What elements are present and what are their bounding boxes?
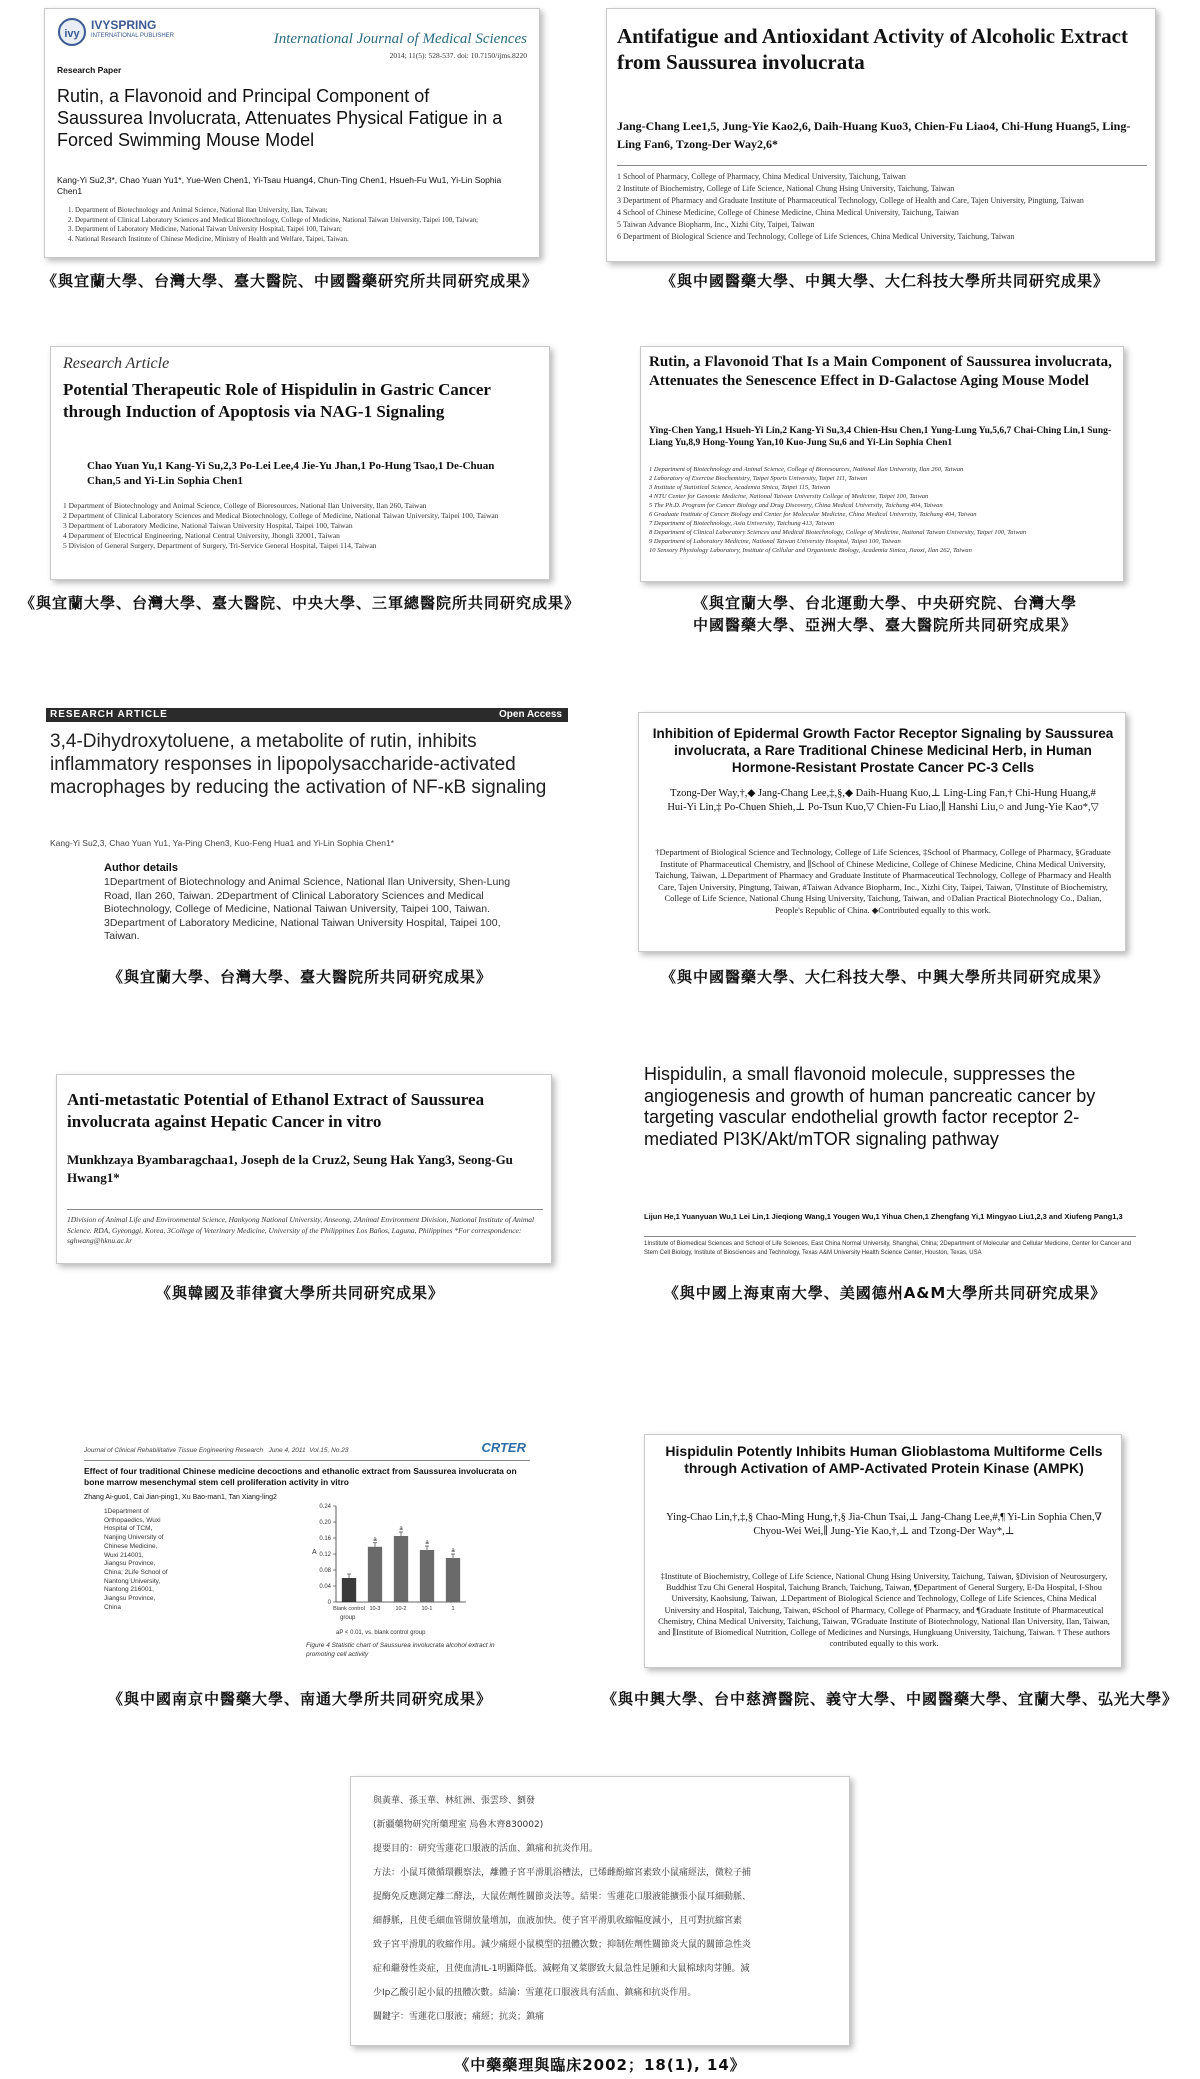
divider: [617, 165, 1147, 166]
chart-note: aP < 0.01, vs. blank control group: [336, 1630, 426, 1636]
bar: [394, 1536, 408, 1602]
banner-label: RESEARCH ARTICLE: [50, 709, 168, 720]
x-tick-label: 10-3: [369, 1606, 381, 1612]
affiliation: 2 Laboratory of Exercise Biochemistry, Taipei Sports University, Taipei 111, Taiwan: [649, 475, 868, 482]
paper-caption: 《與中國醫藥大學、大仁科技大學、中興大學所共同研究成果》: [660, 968, 1109, 986]
affiliation-line: China: [104, 1603, 121, 1611]
paper-caption: 《中藥藥理與臨床2002；18(1), 14》: [454, 2056, 746, 2074]
affiliation: 5 The Ph.D. Program for Cancer Biology and Drug Discovery, China Medical University, Taichung 404, Taiwan: [649, 502, 943, 509]
affiliation: 7 Department of Biotechnology, Asia University, Taichung 413, Taiwan: [649, 520, 835, 527]
affiliation: 2 Department of Clinical Laboratory Sciences and Medical Biotechnology, College of Medicine, National Taiwan University, Taipei 100, Taiwan: [63, 511, 499, 520]
paper-title: Rutin, a Flavonoid and Principal Component of Saussurea Involucrata, Attenuates Physical Fatigue in a Forced Swimming Mouse Model: [57, 86, 503, 150]
abstract-line: 方法：小鼠耳微循環觀察法，離體子宮平滑肌浴槽法，已烯雌酚縮宮素致小鼠痛經法，微粒子捕: [373, 1868, 752, 1878]
ivyspring-icon: [57, 17, 87, 47]
paper-caption: 《與中興大學、台中慈濟醫院、義守大學、中國醫藥大學、宜蘭大學、弘光大學》: [601, 1690, 1178, 1708]
publisher-subtitle: INTERNATIONAL PUBLISHER: [91, 33, 175, 39]
affiliation-line: Chinese Medicine,: [104, 1542, 158, 1550]
paper-caption: 《與宜蘭大學、台北運動大學、中央研究院、台灣大學 中國醫藥大學、亞洲大學、臺大醫院所共同研究成果》: [692, 594, 1077, 634]
paper-authors: Kang-Yi Su2,3, Chao Yuan Yu1, Ya-Ping Chen3, Kuo-Feng Hua1 and Yi-Lin Sophia Chen1*: [50, 838, 395, 848]
affiliation: 2 Institute of Biochemistry, College of Life Science, National Chung Hsing University, Taichung, Taiwan: [617, 184, 955, 193]
affiliation: 3 Institute of Statistical Science, Academia Sinica, Taipei 115, Taiwan: [649, 484, 831, 491]
y-tick-label: 0.12: [319, 1552, 331, 1558]
figure-caption: Figure 4 Statistic chart of Saussurea involucrata alcohol extract in promoting cell activity: [306, 1642, 495, 1658]
divider: [644, 1236, 1136, 1237]
affiliation-line: Hospital of TCM,: [104, 1525, 153, 1533]
paper-authors: Tzong-Der Way,†,◆ Jang-Chang Lee,‡,§,◆ Daih-Huang Kuo,⊥ Ling-Ling Fan,† Chi-Hung Huang,# Hui-Yi Lin,‡ Po-Chuen Shieh,⊥ Po-Tsun Kuo,▽ Chien-Fu Liao,∥ Hanshi Liu,○ and Jung-Yie Kao*,▽: [667, 788, 1099, 813]
paper-caption: 《與中國上海東南大學、美國德州A&M大學所共同研究成果》: [663, 1284, 1107, 1302]
affiliations: 1Division of Animal Life and Environmental Science, Hankyong National University, Anseong, 2Animal Environment Division, National Institute of Animal Science. RDA, Gyeonggi, Korea, 3College of Veterinary Medicine, University of the Philippines Los Baños, Laguna, Philippines *For correspondence: sghwang@hknu.ac.kr: [67, 1215, 535, 1245]
y-tick-label: 0: [327, 1600, 331, 1606]
affiliation: 2. Department of Clinical Laboratory Sciences and Medical Biotechnology, College of Medicine, National Taiwan University, Taipei 100, Taiwan;: [75, 216, 535, 226]
open-access-label: Open Access: [499, 709, 562, 720]
paper-caption: 《與中國南京中醫藥大學、南通大學所共同研究成果》: [107, 1690, 492, 1708]
affiliation-line: China; 2Life School of: [104, 1568, 168, 1576]
affiliation: 4 NTU Center for Genomic Medicine, National Taiwan University College of Medicine, Taipei 100, Taiwan: [649, 493, 929, 500]
paper-title: Anti-metastatic Potential of Ethanol Extract of Saussurea involucrata against Hepatic Cancer in vitro: [67, 1090, 485, 1131]
affiliations: ‡Institute of Biochemistry, College of Life Science, National Chung Hsing University, Taichung, Taiwan, §Division of Neurosurgery, Buddhist Tzu Chi General Hospital, Taichung Branch, Taichung, Taiwan, ¶Department of General Surgery, E-Da Hospital, I-Shou University, Kaohsiung, Taiwan, ⊥Department of Biological Science and Technology, College of Life Sciences, China Medical University and Hospital, Taichung, Taiwan, #School of Pharmacy, College of Pharmacy, and ¶Graduate Institute of Pharmaceutical Chemistry, China Medical University, Taichung, Taiwan, ∇Graduate Institute of Biotechnology, National Ilan University, Ilan, Taiwan, and ∥Institute of Biomedical Nutrition, College of Medicines and Nursings, Hungkuang University, Taichung, Taiwan. † These authors contributed equally to this work.: [658, 1572, 1110, 1649]
author-details: 1Department of Biotechnology and Animal Science, National Ilan University, Shen-Lung Road, Ilan 260, Taiwan. 2Department of Clinical Laboratory Sciences and Medical Biotechnology, College of Medicine, National Taiwan University, Taipei 100, Taiwan. 3Department of Laboratory Medicine, National Taiwan University Hospital, Taipei 100, Taiwan.: [104, 876, 511, 942]
affiliation: 4 School of Chinese Medicine, College of Chinese Medicine, China Medical University, Taichung, Taiwan: [617, 208, 959, 217]
affiliation-line: Nantong University,: [104, 1577, 161, 1585]
article-type: Research Article: [63, 355, 170, 372]
significance-marker: a: [399, 1526, 403, 1532]
paper-card-11: [350, 1776, 850, 2046]
paper-authors: Kang-Yi Su2,3*, Chao Yuan Yu1*, Yue-Wen Chen1, Yi-Tsau Huang4, Chun-Ting Chen1, Hsueh-Fu Wu1, Yi-Lin Sophia Chen1: [57, 175, 502, 196]
affiliation: 1 Department of Biotechnology and Animal Science, College of Bioresources, National Ilan University, Ilan 260, Taiwan: [649, 466, 964, 473]
crter-logo: CRTER: [481, 1440, 526, 1455]
affiliation: 3. Department of Laboratory Medicine, National Taiwan University Hospital, Taipei 100, Taiwan;: [75, 225, 535, 235]
paper-authors: Munkhzaya Byambaragchaa1, Joseph de la Cruz2, Seung Hak Yang3, Seong-Gu Hwang1*: [67, 1152, 513, 1185]
paper-authors: Ying-Chen Yang,1 Hsueh-Yi Lin,2 Kang-Yi Su,3,4 Chien-Hsu Chen,1 Yung-Lung Yu,5,6,7 Chai-Ching Lin,1 Sung-Liang Yu,8,9 Hong-Young Yan,10 Kuo-Jung Su,6 and Yi-Lin Sophia Chen1: [649, 426, 1112, 448]
affiliation: 8 Department of Clinical Laboratory Sciences and Medical Biotechnology, College of Medicine, National Taiwan University, Taipei 100, Taiwan: [649, 529, 1027, 536]
abstract-line: (新疆藥物研究所藥理室 烏魯木齊830002): [373, 1820, 544, 1830]
abstract-line: 提要目的：研究雪蓮花口服液的活血、鎮痛和抗炎作用。: [373, 1844, 599, 1854]
x-axis-label: group: [340, 1615, 356, 1621]
affiliation-list: [649, 465, 1119, 555]
abstract-line: 症和繼發性炎症，且使血清IL-1明顯降低。減輕角叉菜膠致大鼠急性足腫和大鼠棉球肉芽腫。減: [373, 1964, 750, 1974]
affiliation-line: Nantong 216001,: [104, 1586, 154, 1594]
significance-marker: a: [451, 1548, 455, 1554]
affiliation-list: [61, 206, 535, 244]
paper-caption: 《與中國醫藥大學、中興大學、大仁科技大學所共同研究成果》: [660, 272, 1109, 290]
paper-card-7: [56, 1074, 552, 1264]
y-axis-label: A: [312, 1549, 317, 1556]
x-tick-label: Blank control: [333, 1606, 365, 1612]
affiliation-line: Nanjing University of: [104, 1534, 164, 1542]
paper-card-2: [606, 8, 1156, 262]
y-tick-label: 0.08: [319, 1568, 331, 1574]
paper-caption: 《與宜蘭大學、台灣大學、臺大醫院、中央大學、三軍總醫院所共同研究成果》: [19, 594, 580, 612]
bar-chart: [306, 1500, 526, 1626]
affiliation: 6 Graduate Institute of Cancer Biology and Center for Molecular Medicine, China Medical University, Taichung 404, Taiwan: [649, 511, 977, 518]
paper-authors: Lijun He,1 Yuanyuan Wu,1 Lei Lin,1 Jieqiong Wang,1 Yougen Wu,1 Yihua Chen,1 Zhengfang Yi,1 Mingyao Liu1,2,3 and Xiufeng Pang1,3: [644, 1212, 1123, 1221]
paper-card-3: [50, 346, 550, 580]
y-tick-label: 0.24: [319, 1504, 331, 1510]
paper-card-5: [46, 708, 568, 956]
affiliation: 5 Taiwan Advance Biopharm, Inc., Xizhi City, Taipei, Taiwan: [617, 220, 815, 229]
affiliation-line: Jiangsu Province,: [104, 1560, 156, 1568]
abstract-text: [373, 1789, 833, 2029]
affiliation-line: Wuxi 214001,: [104, 1551, 144, 1559]
paper-title: Potential Therapeutic Role of Hispidulin in Gastric Cancer through Induction of Apoptosis via NAG-1 Signaling: [63, 380, 491, 421]
paper-card-6: [638, 712, 1126, 952]
x-tick-label: 1: [451, 1606, 455, 1612]
bar: [420, 1550, 434, 1602]
affiliation: 6 Department of Biological Science and Technology, College of Life Sciences, China Medical University, Taichung, Taiwan: [617, 232, 1015, 241]
paper-title: Hispidulin Potently Inhibits Human Glioblastoma Multiforme Cells through Activation of AMP-Activated Protein Kinase (AMPK): [665, 1443, 1103, 1476]
paper-card-1: [44, 8, 540, 258]
paper-authors: Ying-Chao Lin,†,‡,§ Chao-Ming Hung,†,§ Jia-Chun Tsai,⊥ Jang-Chang Lee,#,¶ Yi-Lin Sophia Chen,∇ Chyou-Wei Wei,∥ Jung-Yie Kao,†,⊥ and Tzong-Der Way*,⊥: [666, 1512, 1102, 1537]
paper-title: Rutin, a Flavonoid That Is a Main Component of Saussurea involucrata, Attenuates the Senescence Effect in D-Galactose Aging Mouse Model: [649, 354, 1112, 389]
affiliation-list: [63, 501, 539, 551]
journal-name: International Journal of Medical Sciences: [273, 31, 527, 47]
bar: [446, 1558, 460, 1602]
paper-caption: 《與韓國及菲律賓大學所共同研究成果》: [155, 1284, 444, 1302]
affiliation-line: Jiangsu Province,: [104, 1595, 156, 1603]
abstract-line: 關鍵字：雪蓮花口服液；痛經；抗炎；鎮痛: [373, 2012, 545, 2022]
article-banner: [46, 708, 568, 722]
paper-title: Hispidulin, a small flavonoid molecule, suppresses the angiogenesis and growth of human pancreatic cancer by targeting vascular endothelial growth factor receptor 2-mediated PI3K/Akt/mTOR signaling pathway: [644, 1064, 1096, 1149]
y-tick-label: 0.16: [319, 1536, 331, 1542]
y-tick-label: 0.04: [319, 1584, 331, 1590]
affiliation: 10 Sensory Physiology Laboratory, Institute of Cellular and Organismic Biology, Academia Sinica, Jiaoxi, Ilan 262, Taiwan: [649, 547, 972, 554]
citation: 2014; 11(5): 528-537. doi: 10.7150/ijms.8220: [389, 51, 527, 60]
affiliation: 4. National Research Institute of Chinese Medicine, Ministry of Health and Welfare, Taipei, Taiwan.: [75, 235, 535, 245]
bar: [368, 1547, 382, 1602]
affiliations: 1Institute of Biomedical Sciences and School of Life Sciences, East China Normal University, Shanghai, China; 2Department of Molecular and Cellular Medicine, Center for Cancer and Stem Cell Biology, Institute of Biosciences and Technology, Texas A&M University Health Science Center, Houston, Texas, USA: [644, 1241, 1132, 1256]
abstract-line: 細靜脈，且使毛細血管開放量增加，血液加快。使子宮平滑肌收縮幅度減小，且可對抗縮宮素: [373, 1916, 743, 1926]
affiliation: 9 Department of Laboratory Medicine, National Taiwan University Hospital, Taipei 100, Taiwan: [649, 538, 901, 545]
significance-marker: a: [425, 1540, 429, 1546]
publisher-name: IVYSPRING: [91, 18, 157, 32]
paper-card-8: [640, 1064, 1140, 1274]
publisher-logo: [57, 17, 87, 47]
affiliation-line: 1Department of: [104, 1508, 149, 1515]
affiliation-line: Orthopaedics, Wuxi: [104, 1516, 161, 1524]
paper-caption: 《與宜蘭大學、台灣大學、臺大醫院所共同研究成果》: [107, 968, 492, 986]
paper-authors: Jang-Chang Lee1,5, Jung-Yie Kao2,6, Daih-Huang Kuo3, Chien-Fu Liao4, Chi-Hung Huang5, Ling-Ling Fan6, Tzong-Der Way2,6*: [617, 119, 1131, 151]
affiliation: 1 School of Pharmacy, College of Pharmacy, China Medical University, Taichung, Taiwan: [617, 172, 906, 181]
affiliation-list: [617, 171, 1147, 243]
significance-marker: a: [373, 1536, 377, 1543]
paper-caption: 《與宜蘭大學、台灣大學、臺大醫院、中國醫藥研究所共同研究成果》: [41, 272, 538, 290]
paper-authors: Chao Yuan Yu,1 Kang-Yi Su,2,3 Po-Lei Lee,4 Jie-Yu Jhan,1 Po-Hung Tsao,1 De-Chuan Chan,5 and Yi-Lin Sophia Chen1: [87, 460, 495, 487]
x-tick-label: 10-1: [421, 1606, 433, 1612]
author-details-label: Author details: [104, 862, 178, 874]
paper-authors: Zhang Ai-guo1, Cai Jian-ping1, Xu Bao-man1, Tan Xiang-ling2: [84, 1494, 277, 1501]
divider: [84, 1460, 530, 1461]
abstract-line: 致子宮平滑肌的收縮作用。減少痛經小鼠模型的扭體次數；抑制佐劑性關節炎大鼠的關節急性炎: [373, 1940, 752, 1950]
paper-title: Inhibition of Epidermal Growth Factor Receptor Signaling by Saussurea involucrata, a Rare Traditional Chinese Medicinal Herb, in Human Hormone-Resistant Prostate Cancer PC-3 Cells: [652, 726, 1114, 775]
paper-card-10: [644, 1434, 1122, 1668]
affiliation: 1 Department of Biotechnology and Animal Science, College of Bioresources, National Ilan University, Ilan 260, Taiwan: [63, 501, 427, 510]
affiliation: 3 Department of Pharmacy and Graduate Institute of Pharmaceutical Technology, College of Health and Care, Tajen University, Pingtung, Taiwan: [617, 196, 1084, 205]
affiliation-list: [104, 1508, 204, 1612]
y-tick-label: 0.20: [319, 1520, 331, 1526]
abstract-line: 少Ip乙酸引起小鼠的扭體次數。結論：雪蓮花口服液具有活血、鎮痛和抗炎作用。: [373, 1988, 697, 1998]
journal-header: Journal of Clinical Rehabilitative Tissue Engineering Research June 4, 2011 Vol.15, No.23: [84, 1447, 349, 1454]
abstract-line: 捉酶免反應測定離二酵法，大鼠佐劑性關節炎法等。結果：雪蓮花口服液能擴張小鼠耳細動脈、: [373, 1892, 752, 1902]
bar: [342, 1578, 356, 1602]
paper-title: 3,4-Dihydroxytoluene, a metabolite of rutin, inhibits inflammatory responses in lipopolysaccharide-activated macrophages by reducing the activation of NF-κB signaling: [50, 731, 547, 798]
svg-text:ivy: ivy: [64, 28, 80, 40]
paper-title: Antifatigue and Antioxidant Activity of Alcoholic Extract from Saussurea involucrata: [617, 24, 1128, 74]
article-type: Research Paper: [57, 65, 122, 75]
abstract-line: 與黃華、孫玉華、林紅洲、張雲珍、劉發: [373, 1796, 536, 1806]
affiliation: 1. Department of Biotechnology and Animal Science, National Ilan University, Ilan, Taiwan;: [75, 206, 535, 216]
x-tick-label: 10-2: [395, 1606, 407, 1612]
paper-card-4: [640, 346, 1124, 582]
affiliations: †Department of Biological Science and Technology, College of Life Sciences, ‡School of Pharmacy, College of Pharmacy, §Graduate Institute of Pharmaceutical Chemistry, and ∥School of Chinese Medicine, College of Chinese Medicine, China Medical University, Taichung, Taiwan, ⊥Department of Pharmacy and Graduate Institute of Pharmaceutical Technology, College of Pharmacy and Health Care, Tajen University, Pingtung, Taiwan, #Taiwan Advance Biopharm, Inc., Xizhi City, Taipei, Taiwan, ▽Institute of Biochemistry, College of Life Science, National Chung Hsing University, Taichung, Taiwan, and ○Dalian Practical Biotechnology Co., Dalian, People's Republic of China. ◆Contributed equally to this work.: [654, 847, 1112, 915]
affiliation: 5 Division of General Surgery, Department of Surgery, Tri-Service General Hospital, Taipei 114, Taiwan: [63, 541, 377, 550]
affiliation: 4 Department of Electrical Engineering, National Central University, Jhongli 32001, Taiwan: [63, 531, 340, 540]
paper-title: Effect of four traditional Chinese medicine decoctions and ethanolic extract from Saussurea involucrata on bone marrow mesenchymal stem cell proliferation activity in vitro: [84, 1466, 517, 1487]
paper-card-9: [84, 1438, 530, 1672]
divider: [67, 1209, 543, 1210]
affiliation: 3 Department of Laboratory Medicine, National Taiwan University Hospital, Taipei 100, Taiwan: [63, 521, 353, 530]
